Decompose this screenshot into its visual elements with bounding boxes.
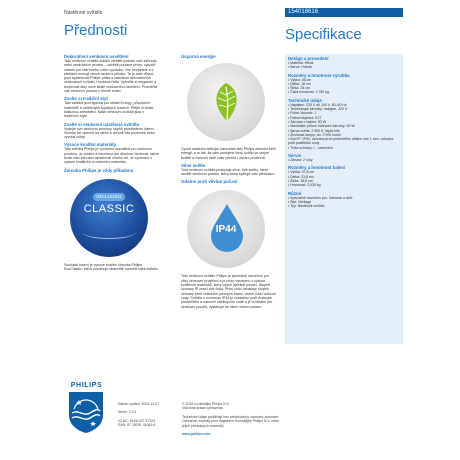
spec-item: • Kód IP: IP44, ochrana proti předmětům větším než 1 mm, ochrana proti postřikům vody [288, 137, 400, 146]
spec-section-title: Design a provedení [288, 56, 329, 61]
feature-title: Vysoce kvalitní materiály [64, 142, 117, 148]
feature-text: Toto venkovní svítidlo poskytuje silné, bílé světlo, které osvětlí venkovní prostor, který zcela splňuje vaši představu. [181, 167, 276, 177]
release-date: Datum vydání: 2015-11-07 [118, 402, 160, 406]
spec-item: • Čistá hmotnost: 1,780 kg [288, 90, 400, 94]
spec-item: • Výška: 37,8 cm [288, 170, 400, 174]
features-column-2 [181, 54, 276, 311]
spec-section-title: Rozměry a hmotnost balení [288, 165, 346, 171]
spec-item: • Životnost lampy: do: 2 000 hodin [288, 133, 400, 137]
spec-item: • Hmotnost: 2,030 kg [288, 183, 400, 187]
feature-title: Žárovka Philips je vždy přibalena [64, 167, 134, 173]
feature-title: Dekorativní venkovní osvětlení [64, 54, 129, 59]
spec-section-title: Rozměry a hmotnost výrobku [288, 72, 350, 78]
features-column-1 [64, 54, 159, 273]
energy-saving-icon [187, 63, 265, 141]
spec-item: • Materiál: Hliník [288, 61, 400, 65]
weather-resistant-icon [187, 190, 265, 268]
spec-item: • Speciálně navrženo pro: Zahrada a dvůr [288, 196, 400, 200]
nc-code: 12 NC: 9155 027 37202 [118, 418, 156, 423]
spec-item: • Záruka: 2 roky [288, 158, 400, 162]
spec-item: • Třída ochrany: I - uzemnění [288, 146, 400, 150]
feature-title: Odolné proti vlivům počasí [181, 179, 238, 185]
spec-item: • Šířka: 18,8 cm [288, 179, 400, 183]
ean-code: EAN: 87 18291 44063 6 [118, 423, 156, 428]
spec-item: • Délka: 23,8 cm [288, 175, 400, 179]
specifications-panel [285, 54, 403, 344]
feature-text: Oproti ostatním běžným žárovkám tato Philips žárovka šetří energii, a to tak, že vám poskytne lepší světlo ve stejné kvalitě a zároveň šetří vaše peníze i životní prostředí. [181, 147, 276, 160]
footer-legal [182, 402, 282, 436]
feature-text: Tato venkovní svítidla dokáží zkrášlit podobu vaší zahrady nebo venkovních prostor – osvětlit poutavé prvky; vytvořit náladu pro vaši tvorbu nebo výzdobu. Vše bezpečně a s efektivní energií všech ozdob k přidání. To je také důvod proč společnost Philips přišla s nabídkou dekorativních venkovních svítidel. Hunkova řada. Vytvořte si elegantní a funkčnost díky nové škále venkovního osvětlení. Proměňte váš venkovní prostor v útulné místo. [64, 59, 158, 94]
classic-label: CLASSIC [83, 202, 135, 215]
spec-item: • Výška: 36 cm [288, 78, 400, 82]
spec-item: • Barva světla: 2 800 K, teplá bílá [288, 129, 400, 133]
product-type: Nástěnné svítidlo [64, 10, 103, 16]
rights: Všechna práva vyhrazena. [182, 406, 224, 411]
feature-title: Zvolte si tradiční styl [64, 96, 108, 102]
feature-text: Tato svítidla jsou typická pro oblast Evropy, původních materiálů a oblíbených typických tvarech. Přejte si trvale klasickou atmosféru. Naše venkovní svítidla jsou v tradičním stylu. [64, 101, 154, 119]
feature-text: Vydejte své venkovní prostory napříč prostředním lokem. Svítidla lze upevnit na stěnu a chránit váš pozemek nebo vyvolat vstup. [64, 126, 155, 140]
spec-section-title: Servis [288, 153, 302, 159]
included-label: INCLUDED [93, 193, 125, 201]
feature-text: Toto venkovní svítidlo Philips je speciálně navrženo pro vlivy venkovní prostředí a je proto vyrobeno z vysoce kvalitních materiálů, který vydrží jakékoli počasí. Stupeň ochrany IP značí dvě čísla. První číslo označuje stupeň ochrany před vniknutím pevných částic, druhé číslo vniknutí vody. Svítidla s ochranou IP44 je chráněno proti drobným předmětům a zároveň vstřikujícím vodě a je to ideální pro venkovní použití, vystavuje se všem vlivem počasí. [181, 274, 276, 309]
disclaimer: Technické údaje podléhají bez předchozího varování změnám. Ochranné známky jsou majetkem Koninklijke Philips N.V. nebo jejich příslušných vlastníků. [182, 414, 280, 428]
feature-title: Silné světlo [181, 162, 206, 168]
feature-text: Součástí balení je vysoce kvalitní žárovka Philips EcoClassic, která umožňuje okamžitě rozsvítit vaše svítidlo. [64, 262, 159, 271]
feature-title: Úsporná energie [181, 54, 216, 59]
spec-item: • Délka: 18 cm [288, 82, 400, 86]
specifications-heading: Specifikace [285, 26, 362, 43]
spec-item: • Typ: Nástěnné svítidlo [288, 204, 400, 208]
feature-title: Zvolte si venkovní nástěnná svítidla [64, 121, 139, 127]
spec-item: • Napájení: 220 V až 240 V, 50–60 Hz [288, 103, 400, 107]
version: Verze: 2.0.1 [118, 410, 137, 415]
spec-item: • Barva: Hnědá [288, 65, 400, 69]
footer-meta [118, 402, 178, 428]
spec-item: • Šířka: 25 cm [288, 86, 400, 90]
feature-text: Tato svítidla Philips je vyrobeno speciálně pro venkovní prostory. Je odolné a navrženo pro dlouhou životnost, takže bude vaší zahradu okrášlovat mnoho let. Je vyrobeno z vysoce kvalitního a odolného materiálu. [64, 147, 159, 165]
philips-logo [64, 382, 109, 442]
spec-section-title: Technické údaje [288, 97, 322, 103]
spec-item: • Technologie žárovky: halogen, 220 V [288, 107, 400, 111]
included-classic-badge [70, 179, 148, 257]
copyright: © 2015 Koninklijke Philips N.V. [182, 402, 230, 406]
spec-item: • Žárovka v balení: 53 W [288, 120, 400, 124]
spec-item: • Styl: Heritage [288, 200, 400, 204]
badge-arc [82, 225, 136, 239]
features-heading: Přednosti [64, 22, 128, 39]
brand-wordmark: PHILIPS [70, 382, 103, 389]
spec-item: • Počet žárovek: 1 [288, 111, 400, 115]
ip-rating-label: IP44 [215, 224, 237, 236]
leaf-icon [209, 81, 243, 123]
product-code: 154018616 [285, 8, 403, 17]
spec-item: • Patice/objímka: E27 [288, 116, 400, 120]
spec-section-title: Různé [288, 190, 302, 196]
website-link[interactable]: www.philips.com [182, 432, 211, 437]
spec-item: • Maximální příkon náhradní žárovky: 60 W [288, 124, 400, 128]
philips-shield-icon [66, 389, 106, 435]
